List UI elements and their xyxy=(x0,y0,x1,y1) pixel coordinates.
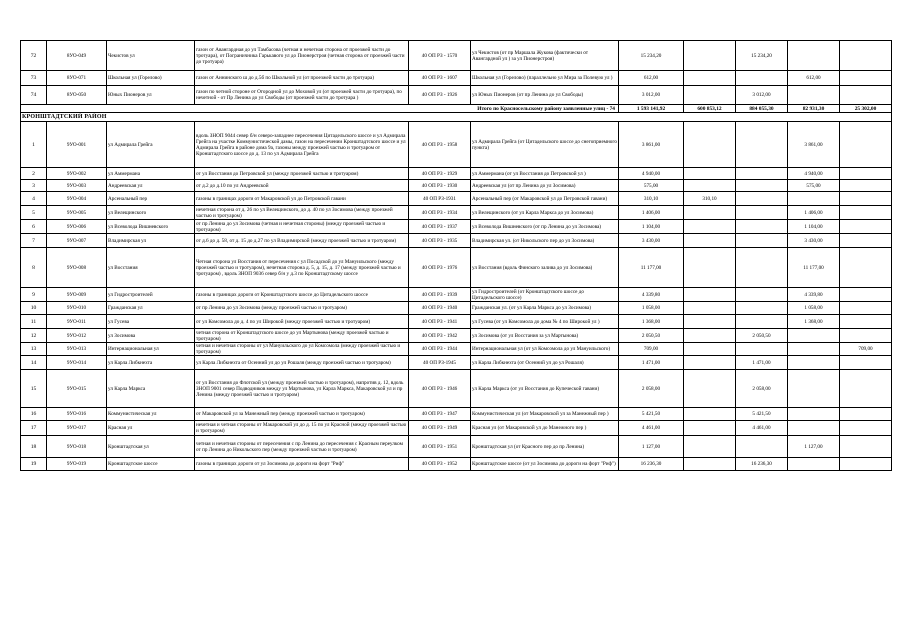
row-number: 10 xyxy=(21,302,47,315)
registry-number: 40 ОП РЗ-1945 xyxy=(409,356,471,370)
road-extent: ул Адмирала Грейга (от Цитадельского шоссе до снегоприемного пункта) xyxy=(471,122,619,168)
road-extent: ул Чекистов (от пр Маршала Жукова (фактически от Авангардной ул ) за ул Пионерстроя) xyxy=(471,41,619,71)
street-name: Чекистов ул xyxy=(107,41,195,71)
total-label: Итого по Красносельскому району заявленные улиц - 74 xyxy=(21,105,619,113)
category-4-area xyxy=(840,168,892,180)
total-area: 4 940,00 xyxy=(619,168,684,180)
road-code: 9УО-009 xyxy=(47,288,107,302)
category-1-area xyxy=(684,206,736,220)
category-1-area xyxy=(684,41,736,71)
category-2-area: 5 421,50 xyxy=(736,408,788,421)
category-4-area xyxy=(840,458,892,471)
table-row xyxy=(21,192,892,206)
total-area: 709,00 xyxy=(619,343,684,356)
lawn-description: ул Карла Либкнехта от Осенний ул до ул Рошаля (между проезжей частью и тротуаром) xyxy=(195,356,409,370)
registry-number: 40 ОП РЗ - 1934 xyxy=(409,206,471,220)
street-name: ул Гусева xyxy=(107,315,195,329)
road-code: 9УО-015 xyxy=(47,370,107,408)
road-code: 9УО-013 xyxy=(47,343,107,356)
category-3-area xyxy=(788,370,840,408)
table-row xyxy=(21,248,892,288)
table-row xyxy=(21,41,892,71)
lawn-description: от д.2 до д.10 по ул Андреевской xyxy=(195,180,409,192)
road-extent: ул Всеволода Вишневского (от пр Ленина до ул Зосимова) xyxy=(471,220,619,234)
registry-number: 40 ОП РЗ - 1958 xyxy=(409,122,471,168)
road-extent: ул Карла Либкнехта (от Осенний ул до ул Рошаля) xyxy=(471,356,619,370)
category-2-area xyxy=(736,71,788,86)
category-4-area xyxy=(840,86,892,105)
road-code: 9УО-012 xyxy=(47,329,107,343)
category-2-area: 2 058,00 xyxy=(736,370,788,408)
registry-number: 40 ОП РЗ - 1570 xyxy=(409,41,471,71)
category-1-area xyxy=(684,86,736,105)
category-4-area xyxy=(840,122,892,168)
total-area: 3 861,00 xyxy=(619,122,684,168)
total-value-2: 884 055,30 xyxy=(736,105,788,113)
table-row xyxy=(21,436,892,458)
total-area: 3 430,00 xyxy=(619,234,684,248)
category-4-area xyxy=(840,408,892,421)
total-area: 4 461,00 xyxy=(619,421,684,436)
row-number: 1 xyxy=(21,122,47,168)
lawn-description: нечетная сторона от д. 26 по ул Велещинского, до д. 40 по ул Зосимова (между проезжей частью и тротуаром) xyxy=(195,206,409,220)
road-code: 9УО-014 xyxy=(47,356,107,370)
total-area: 1 368,00 xyxy=(619,315,684,329)
category-3-area: 1 058,00 xyxy=(788,302,840,315)
category-4-area xyxy=(840,329,892,343)
road-code: 9УО-006 xyxy=(47,220,107,234)
road-code: 8УО-049 xyxy=(47,41,107,71)
category-4-area xyxy=(840,436,892,458)
row-number: 15 xyxy=(21,370,47,408)
category-4-area xyxy=(840,356,892,370)
road-extent: Школьная ул (Горелово) (параллельно ул Мира за Полевую ул ) xyxy=(471,71,619,86)
row-number: 4 xyxy=(21,192,47,206)
category-3-area: 575,00 xyxy=(788,180,840,192)
lawn-description: вдоль ЗНОП 9044 север б/н северо-западнее пересечения Цитадельского шоссе и ул Адмирала Грейга на участке Коммунистической дамы, газон на пересечении Кронштадтского шоссе и ул Адмирала Грейга в районе дома 9а, газоны между проезжей частью и тротуаром от Кронштадтского шоссе до д. 13 по ул Адмирала Грейга xyxy=(195,122,409,168)
road-code: 9УО-007 xyxy=(47,234,107,248)
street-name: ул Всеволода Вишневского xyxy=(107,220,195,234)
road-extent: ул Гидростроителей (от Кронштадтского шоссе до Цитадельского шоссе) xyxy=(471,288,619,302)
category-1-area xyxy=(684,458,736,471)
road-extent: Андреевская ул (от пр Ленина до ул Зосимова) xyxy=(471,180,619,192)
total-row xyxy=(21,105,892,113)
registry-number: 40 ОП РЗ - 1926 xyxy=(409,86,471,105)
total-area: 1 406,00 xyxy=(619,206,684,220)
row-number: 73 xyxy=(21,71,47,86)
street-name: ул Велещинского xyxy=(107,206,195,220)
total-area: 5 421,50 xyxy=(619,408,684,421)
road-extent: ул Восстания (вдоль Финского залива до ул Зосимова) xyxy=(471,248,619,288)
street-name: Интернациональная ул xyxy=(107,343,195,356)
category-4-area xyxy=(840,421,892,436)
lawn-description: газон от Авангардная до ул Тамбасова (четная и нечетная сторона от проезжей части до тротуара), от Пограничника Гарькавого ул до Пионерстроя (четная сторона от проезжей части до тротуара) xyxy=(195,41,409,71)
total-area: 15 234,20 xyxy=(619,41,684,71)
road-extent: ул Карла Маркса (от ул Восстания до Купеческой гавани) xyxy=(471,370,619,408)
street-name: ул Карла Маркса xyxy=(107,370,195,408)
category-1-area xyxy=(684,343,736,356)
row-number: 11 xyxy=(21,315,47,329)
category-1-area xyxy=(684,248,736,288)
category-2-area xyxy=(736,206,788,220)
row-number: 18 xyxy=(21,436,47,458)
category-3-area: 4 940,00 xyxy=(788,168,840,180)
row-number: 72 xyxy=(21,41,47,71)
category-3-area xyxy=(788,329,840,343)
street-name: ул Карла Либкнехта xyxy=(107,356,195,370)
registry-number: 40 ОП РЗ - 1941 xyxy=(409,315,471,329)
category-1-area xyxy=(684,180,736,192)
lawn-description: от пр Ленина до ул Зосимова (между проезжей частью и тротуаром) xyxy=(195,302,409,315)
row-number: 2 xyxy=(21,168,47,180)
row-number: 19 xyxy=(21,458,47,471)
section-row xyxy=(21,113,892,122)
category-3-area: 1 104,00 xyxy=(788,220,840,234)
lawn-description: газон по четной стороне от Огородной ул до Моховой ул (от проезжей части до тротуара), по нечетной - от Пр Ленина до ул Свободы (от проезжей части до тротуара ) xyxy=(195,86,409,105)
lawn-description: газоны в границах дороги от Кронштадтского шоссе до Цитадельского шоссе xyxy=(195,288,409,302)
category-3-area xyxy=(788,192,840,206)
road-extent: ул Аммермана (от ул Восстания до Петровской ул ) xyxy=(471,168,619,180)
category-3-area xyxy=(788,86,840,105)
road-extent: Владимирская ул. (от Никольского пер до ул Зосимова) xyxy=(471,234,619,248)
category-3-area: 1 406,00 xyxy=(788,206,840,220)
road-extent: Арсенальный пер (от Макаровской ул до Петровской гавани) xyxy=(471,192,619,206)
street-name: ул Зосимова xyxy=(107,329,195,343)
category-2-area xyxy=(736,192,788,206)
street-name: ул Аммермана xyxy=(107,168,195,180)
row-number: 9 xyxy=(21,288,47,302)
table-row xyxy=(21,122,892,168)
total-area: 310,10 xyxy=(619,192,684,206)
category-3-area: 3 430,00 xyxy=(788,234,840,248)
table-row xyxy=(21,234,892,248)
street-name: ул Адмирала Грейга xyxy=(107,122,195,168)
category-2-area xyxy=(736,122,788,168)
road-code: 9УО-008 xyxy=(47,248,107,288)
category-1-area xyxy=(684,436,736,458)
lawn-description: газон от Аннинского ш до д.5б по Школьной ул (от проезжей части до тротуара) xyxy=(195,71,409,86)
street-name: ул Гидростроителей xyxy=(107,288,195,302)
table-row xyxy=(21,168,892,180)
category-3-area: 3 861,00 xyxy=(788,122,840,168)
category-3-area: 1 368,00 xyxy=(788,315,840,329)
street-name: Владимирская ул xyxy=(107,234,195,248)
category-2-area xyxy=(736,343,788,356)
street-name: ул Восстания xyxy=(107,248,195,288)
total-area: 2 058,00 xyxy=(619,370,684,408)
category-2-area: 1 471,00 xyxy=(736,356,788,370)
category-2-area xyxy=(736,436,788,458)
lawn-description: газоны в границах дороги от ул Зосимова до дороги на форт "Риф" xyxy=(195,458,409,471)
category-1-area xyxy=(684,329,736,343)
category-1-area xyxy=(684,315,736,329)
road-extent: ул Гусева (от ул Комсомола до дома № 4 по Широкой ул ) xyxy=(471,315,619,329)
category-2-area: 2 050,50 xyxy=(736,329,788,343)
row-number: 16 xyxy=(21,408,47,421)
lawn-description: газоны в границах дороги от Макаровской ул до Петровской гавани xyxy=(195,192,409,206)
register-sheet xyxy=(20,40,891,471)
category-2-area xyxy=(736,168,788,180)
row-number: 6 xyxy=(21,220,47,234)
lawn-description: от ул Восстания до Петровской ул (между проезжей частью и тротуаром) xyxy=(195,168,409,180)
row-number: 8 xyxy=(21,248,47,288)
category-1-area xyxy=(684,408,736,421)
category-3-area: 4 339,80 xyxy=(788,288,840,302)
road-code: 9УО-011 xyxy=(47,315,107,329)
table-row xyxy=(21,86,892,105)
registry-number: 40 ОП РЗ - 1952 xyxy=(409,458,471,471)
total-area: 4 339,80 xyxy=(619,288,684,302)
registry-number: 40 ОП РЗ - 1946 xyxy=(409,370,471,408)
category-2-area: 3 012,00 xyxy=(736,86,788,105)
street-name: Арсенальный пер xyxy=(107,192,195,206)
road-extent: Интернациональная ул (от ул Комсомола до ул Мануильского) xyxy=(471,343,619,356)
row-number: 7 xyxy=(21,234,47,248)
category-4-area xyxy=(840,220,892,234)
total-value-4: 25 302,00 xyxy=(840,105,892,113)
registry-number: 40 ОП РЗ - 1935 xyxy=(409,234,471,248)
category-2-area xyxy=(736,302,788,315)
row-number: 3 xyxy=(21,180,47,192)
category-3-area: 11 177,00 xyxy=(788,248,840,288)
category-2-area xyxy=(736,248,788,288)
street-name: Красная ул xyxy=(107,421,195,436)
street-name: Андреевская ул xyxy=(107,180,195,192)
road-extent: Кронштадтское шоссе (от ул Зосимова до дороги на форт "Риф") xyxy=(471,458,619,471)
table-row xyxy=(21,206,892,220)
street-name: Юных Пионеров ул xyxy=(107,86,195,105)
registry-number: 40 ОП РЗ - 1940 xyxy=(409,302,471,315)
total-area: 1 058,00 xyxy=(619,302,684,315)
category-1-area xyxy=(684,234,736,248)
table-row xyxy=(21,458,892,471)
section-title: КРОНШТАДТСКИЙ РАЙОН xyxy=(21,113,892,122)
total-value-3: 82 931,30 xyxy=(788,105,840,113)
road-extent: Гражданская ул. (от ул Карла Маркса до ул Зосимова) xyxy=(471,302,619,315)
lawn-description: от Макаровской ул за Манежный пер (между проезжей частью и тротуаром) xyxy=(195,408,409,421)
road-code: 9УО-003 xyxy=(47,180,107,192)
lawn-description: от д.6 до д. 58, от д. 15 до д.27 по ул Владимирской (между проезжей частью и тротуаром) xyxy=(195,234,409,248)
category-4-area xyxy=(840,248,892,288)
row-number: 14 xyxy=(21,356,47,370)
row-number: 17 xyxy=(21,421,47,436)
category-1-area xyxy=(684,356,736,370)
category-3-area xyxy=(788,458,840,471)
category-3-area: 1 127,00 xyxy=(788,436,840,458)
registry-number: 40 ОП РЗ - 1942 xyxy=(409,329,471,343)
category-4-area xyxy=(840,288,892,302)
registry-number: 40 ОП РЗ - 1951 xyxy=(409,436,471,458)
street-name: Школьная ул (Горелово) xyxy=(107,71,195,86)
category-4-area xyxy=(840,41,892,71)
table-row xyxy=(21,329,892,343)
table-row xyxy=(21,180,892,192)
category-2-area xyxy=(736,315,788,329)
total-area: 1 471,00 xyxy=(619,356,684,370)
category-1-area xyxy=(684,220,736,234)
category-3-area xyxy=(788,343,840,356)
category-3-area xyxy=(788,421,840,436)
street-name: Коммунистическая ул xyxy=(107,408,195,421)
road-code: 9УО-002 xyxy=(47,168,107,180)
road-extent: ул Зосимова (от ул Восстания за ул Мартынова) xyxy=(471,329,619,343)
registry-number: 40 ОП РЗ - 1607 xyxy=(409,71,471,86)
category-4-area xyxy=(840,71,892,86)
street-name: Кронштадтское шоссе xyxy=(107,458,195,471)
lawn-description: от ул Комсомола до д. 4 по ул Широкой (между проезжей частью и тротуаром) xyxy=(195,315,409,329)
road-code: 9УО-005 xyxy=(47,206,107,220)
category-2-area xyxy=(736,234,788,248)
table-row xyxy=(21,302,892,315)
total-area: 2 050,50 xyxy=(619,329,684,343)
street-name: Гражданская ул xyxy=(107,302,195,315)
category-1-area xyxy=(684,168,736,180)
category-2-area: 15 234,20 xyxy=(736,41,788,71)
road-code: 9УО-016 xyxy=(47,408,107,421)
category-3-area xyxy=(788,408,840,421)
total-area: 16 236,30 xyxy=(619,458,684,471)
table-row xyxy=(21,71,892,86)
lawn-description: от ул Восстания до Флотской ул (между проезжей частью и тротуаром), напротив д. 12, вдоль ЗНОП 9001 север Подводников между ул Мартынова, ул Карла Маркса, Макаровской ул и пр Ленина (между проезжей частью и тротуаром) xyxy=(195,370,409,408)
category-4-area xyxy=(840,180,892,192)
registry-number: 40 ОП РЗ - 1937 xyxy=(409,220,471,234)
registry-number: 40 ОП РЗ - 1944 xyxy=(409,343,471,356)
table-row xyxy=(21,315,892,329)
category-4-area xyxy=(840,192,892,206)
lawn-description: четная сторона от Кронштадтского шоссе до ул Мартынова (между проезжей частью и тротуаром) xyxy=(195,329,409,343)
category-4-area xyxy=(840,206,892,220)
registry-number: 40 ОП РЗ - 1949 xyxy=(409,421,471,436)
table-row xyxy=(21,356,892,370)
row-number: 5 xyxy=(21,206,47,220)
road-code: 9УО-017 xyxy=(47,421,107,436)
lawn-description: четная и нечетная стороны от ул Мануильского до ул Комсомола (между проезжей частью и тротуаром) xyxy=(195,343,409,356)
road-extent: ул Юных Пионеров (от пр Ленина до ул Свободы) xyxy=(471,86,619,105)
total-area: 3 012,00 xyxy=(619,86,684,105)
registry-number: 40 ОП РЗ - 1976 xyxy=(409,248,471,288)
category-4-area xyxy=(840,315,892,329)
total-value-area: 1 593 141,92 xyxy=(619,105,684,113)
category-3-area: 612,00 xyxy=(788,71,840,86)
category-2-area: 16 236,30 xyxy=(736,458,788,471)
category-4-area xyxy=(840,370,892,408)
category-4-area xyxy=(840,302,892,315)
row-number: 74 xyxy=(21,86,47,105)
lawn-description: Четная сторона ул Восстания от пересечения с ул Посадской до ул Мануильского (между проезжей частью и тротуаром), нечетная сторона д. 5, д. 15, д. 17 (между проезжей частью и тротуаром) , вдоль ЗНОП 9036 север б/н у д.3 по Кронштадтскому шоссе xyxy=(195,248,409,288)
registry-number: 40 ОП РЗ - 1930 xyxy=(409,180,471,192)
category-1-area xyxy=(684,288,736,302)
road-code: 9УО-004 xyxy=(47,192,107,206)
road-extent: Красная ул (от Макаровской ул до Манежного пер ) xyxy=(471,421,619,436)
table-row xyxy=(21,421,892,436)
category-1-area xyxy=(684,421,736,436)
road-code: 9УО-010 xyxy=(47,302,107,315)
registry-number: 40 ОП РЗ - 1947 xyxy=(409,408,471,421)
road-register-table xyxy=(20,40,892,471)
category-3-area xyxy=(788,356,840,370)
row-number: 13 xyxy=(21,343,47,356)
total-area: 1 104,00 xyxy=(619,220,684,234)
registry-number: 40 ОП РЗ - 1929 xyxy=(409,168,471,180)
road-extent: ул Велещинского (от ул Карла Маркса до ул Зосимова) xyxy=(471,206,619,220)
road-code: 8УО-071 xyxy=(47,71,107,86)
row-number: 12 xyxy=(21,329,47,343)
lawn-description: четная и нечетная стороны от пересечения с пр Ленина до пересечения с Красным переулком от пр Ленина до Никольского пер (между проезжей частью и тротуаром) xyxy=(195,436,409,458)
category-2-area xyxy=(736,288,788,302)
category-3-area xyxy=(788,41,840,71)
table-row xyxy=(21,343,892,356)
road-code: 9УО-018 xyxy=(47,436,107,458)
category-2-area xyxy=(736,220,788,234)
registry-number: 40 ОП РЗ-1931 xyxy=(409,192,471,206)
table-row xyxy=(21,288,892,302)
road-code: 8УО-050 xyxy=(47,86,107,105)
road-extent: Коммунистическая ул (от Макаровской ул за Манежный пер ) xyxy=(471,408,619,421)
registry-number: 40 ОП РЗ - 1939 xyxy=(409,288,471,302)
category-1-area xyxy=(684,122,736,168)
total-area: 11 177,00 xyxy=(619,248,684,288)
street-name: Кронштадтская ул xyxy=(107,436,195,458)
lawn-description: нечетная и четная стороны от Макаровской ул до д. 15 по ул Красной (между проезжей частью и тротуаром) xyxy=(195,421,409,436)
category-4-area: 709,00 xyxy=(840,343,892,356)
krasnoselsky-rows xyxy=(21,41,892,105)
category-1-area xyxy=(684,71,736,86)
category-1-area: 310,10 xyxy=(684,192,736,206)
table-row xyxy=(21,220,892,234)
total-value-1: 600 853,12 xyxy=(684,105,736,113)
total-area: 575,00 xyxy=(619,180,684,192)
lawn-description: от пр Ленина до ул Зосимова (четная и нечетная стороны) (между проезжей частью и тротуаром) xyxy=(195,220,409,234)
table-row xyxy=(21,408,892,421)
category-1-area xyxy=(684,302,736,315)
table-row xyxy=(21,370,892,408)
road-extent: Кронштадтская ул (от Красного пер до пр Ленина) xyxy=(471,436,619,458)
category-2-area: 4 461,00 xyxy=(736,421,788,436)
category-4-area xyxy=(840,234,892,248)
road-code: 9УО-001 xyxy=(47,122,107,168)
category-2-area xyxy=(736,180,788,192)
kronshtadt-rows xyxy=(21,122,892,471)
category-1-area xyxy=(684,370,736,408)
total-area: 1 127,00 xyxy=(619,436,684,458)
road-code: 9УО-019 xyxy=(47,458,107,471)
total-block xyxy=(21,105,892,122)
total-area: 612,00 xyxy=(619,71,684,86)
